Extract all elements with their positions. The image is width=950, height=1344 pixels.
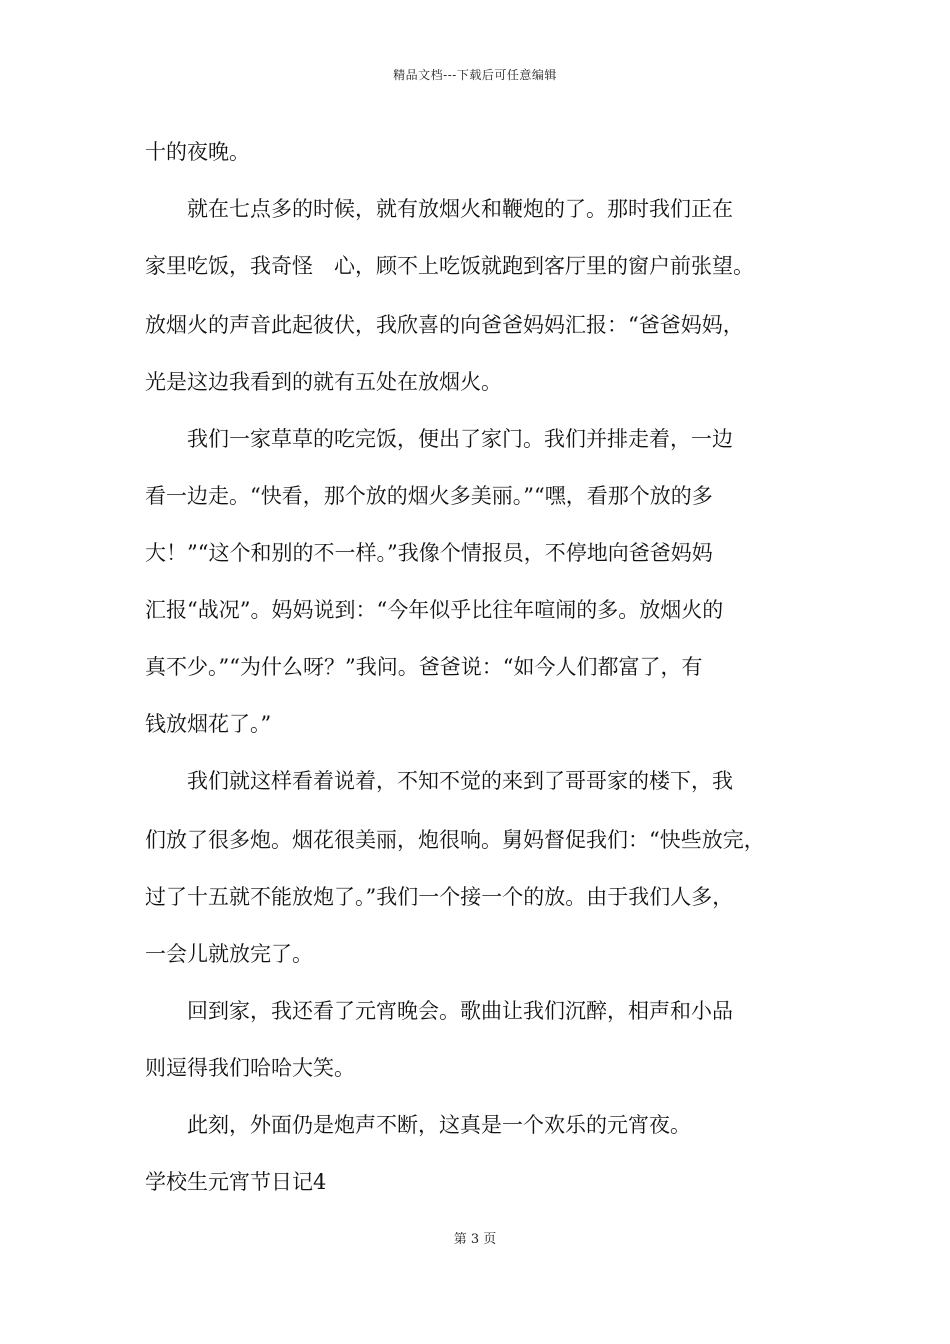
text-line-9: 汇报“战况”。妈妈说到：“今年似乎比往年喧闹的多。放烟火的 [145,598,724,622]
text-line-1: 十的夜晚。 [145,140,250,164]
text-line-7: 看一边走。“快看，那个放的烟火多美丽。”“嘿，看那个放的多 [145,484,713,508]
text-line-16: 回到家，我还看了元宵晚会。歌曲让我们沉醉，相声和小品 [145,999,733,1023]
section-heading: 学校生元宵节日记4 [145,1170,327,1194]
text-line-3: 家里吃饭，我奇怪 心，顾不上吃饭就跑到客厅里的窗户前张望。 [145,254,754,278]
text-line-5: 光是这边我看到的就有五处在放烟火。 [145,370,502,394]
text-line-4: 放烟火的声音此起彼伏，我欣喜的向爸爸妈妈汇报：“爸爸妈妈， [145,313,744,337]
text-line-8: 大！”“这个和别的不一样。”我像个情报员，不停地向爸爸妈妈 [145,541,713,565]
page-header: 精品文档---下载后可任意编辑 [393,68,557,82]
text-line-6: 我们一家草草的吃完饭，便出了家门。我们并排走着，一边 [145,427,733,451]
text-line-12: 我们就这样看着说着，不知不觉的来到了哥哥家的楼下，我 [145,769,733,793]
text-line-18: 此刻，外面仍是炮声不断，这真是一个欢乐的元宵夜。 [145,1113,691,1137]
text-line-17: 则逗得我们哈哈大笑。 [145,1056,355,1080]
text-line-2: 就在七点多的时候，就有放烟火和鞭炮的了。那时我们正在 [145,197,733,221]
text-line-10: 真不少。”“为什么呀？”我问。爸爸说：“如今人们都富了，有 [145,655,703,679]
text-line-14: 过了十五就不能放炮了。”我们一个接一个的放。由于我们人多， [145,885,734,909]
text-line-11: 钱放烟花了。” [145,712,272,736]
text-line-15: 一会儿就放完了。 [145,942,313,966]
page-number: 第 3 页 [453,1232,497,1247]
text-line-13: 们放了很多炮。烟花很美丽，炮很响。舅妈督促我们：“快些放完， [145,828,765,852]
